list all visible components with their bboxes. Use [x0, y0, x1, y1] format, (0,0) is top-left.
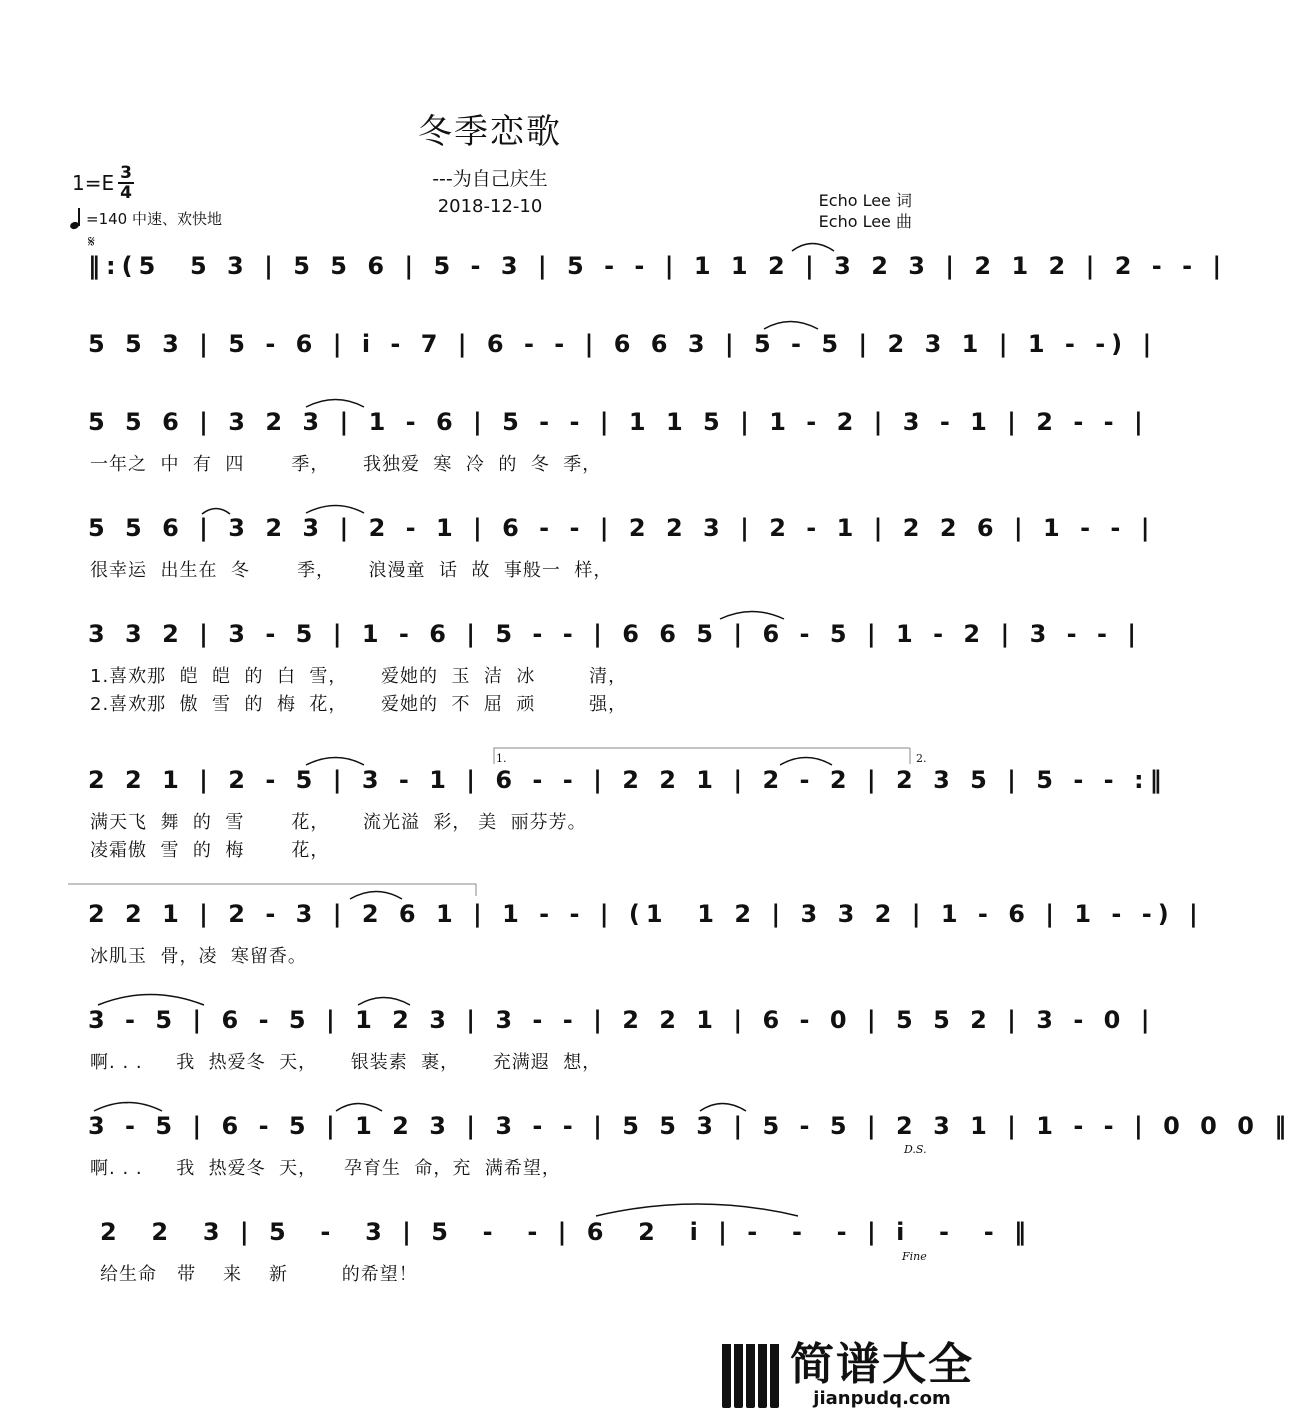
slur-icon — [780, 758, 832, 766]
slur-icon — [720, 612, 784, 620]
site-logo — [722, 1339, 974, 1409]
slur-icon — [350, 892, 402, 900]
dal-segno-mark: D.S. — [904, 1143, 927, 1156]
lyric-row-7: 冰肌玉 骨，凌 寒留香。 — [90, 946, 307, 967]
lyric-row-3: 一年之 中 有 四 季， 我独爱 寒 冷 的 冬 季， — [90, 454, 602, 475]
score-row-5: 3 3 2 | 3 - 5 | 1 - 6 | 5 - - | 6 6 5 | 6 - 5 | 1 - 2 | 3 - - | — [88, 620, 1143, 648]
slur-icon — [792, 244, 834, 252]
score-row-8: 3 - 5 | 6 - 5 | 1 2 3 | 3 - - | 2 2 1 | 6 - 0 | 5 5 2 | 3 - 0 | — [88, 1006, 1156, 1034]
piano-keys-icon — [722, 1344, 782, 1408]
score-row-7: 2 2 1 | 2 - 3 | 2 6 1 | 1 - - | (1 1 2 | 3 3 2 | 1 - 6 | 1 - -) | — [88, 900, 1204, 928]
slur-icon — [358, 998, 410, 1006]
lyric-row-8: 啊. . . 我 热爱冬 天， 银装素 裹， 充满遐 想， — [90, 1052, 602, 1073]
lyric-row-9: 啊. . . 我 热爱冬 天， 孕育生 命，充 满希望， — [90, 1158, 561, 1179]
score-row-10: 2 2 3 | 5 - 3 | 5 - - | 6 2 i | - - - | i - - ‖ — [100, 1218, 1033, 1246]
tempo-text: =140 中速、欢快地 — [86, 209, 222, 228]
slur-icon — [202, 509, 230, 515]
key-text: 1=E — [72, 171, 115, 195]
slur-icon — [336, 1104, 382, 1112]
lyric-row-6-verse-1: 满天飞 舞 的 雪 花， 流光溢 彩， 美 丽芬芳。 — [90, 812, 587, 833]
score-row-3: 5 5 6 | 3 2 3 | 1 - 6 | 5 - - | 1 1 5 | 1 - 2 | 3 - 1 | 2 - - | — [88, 408, 1149, 436]
time-numerator: 3 — [120, 163, 132, 183]
time-denominator: 4 — [120, 183, 132, 203]
composer-credit: Echo Lee 曲 — [818, 212, 912, 231]
segno-icon: 𝄋 — [88, 232, 95, 251]
slur-icon — [596, 1204, 798, 1216]
slur-icon — [700, 1104, 746, 1112]
slur-icon — [306, 400, 364, 408]
lyric-row-5-verse-2: 2.喜欢那 傲 雪 的 梅 花， 爱她的 不 屈 顽 强， — [90, 694, 628, 715]
song-title: 冬季恋歌 — [418, 112, 562, 152]
lyricist-credit: Echo Lee 词 — [818, 191, 912, 210]
slur-icon — [94, 1103, 162, 1112]
slur-icon — [306, 506, 364, 514]
lyric-row-5-verse-1: 1.喜欢那 皑 皑 的 白 雪， 爱她的 玉 洁 冰 清， — [90, 666, 628, 687]
logo-name: 简谱大全 — [790, 1339, 974, 1390]
volta-2-bracket — [68, 884, 476, 896]
lyric-row-10: 给生命 带 来 新 的希望！ — [100, 1264, 418, 1285]
slur-icon — [98, 995, 204, 1006]
slur-icon — [306, 758, 364, 766]
score-row-6: 2 2 1 | 2 - 5 | 3 - 1 | 6 - - | 2 2 1 | 2 - 2 | 2 3 5 | 5 - - :‖ — [88, 766, 1168, 794]
score-row-2: 5 5 3 | 5 - 6 | i - 7 | 6 - - | 6 6 3 | 5 - 5 | 2 3 1 | 1 - -) | — [88, 330, 1158, 358]
volta-1-label: 1. — [496, 752, 507, 765]
score-row-1: ‖:(5 5 3 | 5 5 6 | 5 - 3 | 5 - - | 1 1 2 | 3 2 3 | 2 1 2 | 2 - - | — [88, 252, 1228, 280]
lyric-row-4: 很幸运 出生在 冬 季， 浪漫童 话 故 事般一 样， — [90, 560, 613, 581]
fine-mark: Fine — [902, 1250, 927, 1263]
lyric-row-6-verse-2: 凌霜傲 雪 的 梅 花， — [90, 840, 330, 861]
score-row-9: 3 - 5 | 6 - 5 | 1 2 3 | 3 - - | 5 5 3 | 5 - 5 | 2 3 1 | 1 - - | 0 0 0 ‖ — [88, 1112, 1292, 1140]
song-date: 2018-12-10 — [437, 196, 543, 217]
slur-icon — [764, 322, 818, 330]
volta-1-bracket — [494, 748, 910, 764]
score-row-4: 5 5 6 | 3 2 3 | 2 - 1 | 6 - - | 2 2 3 | 2 - 1 | 2 2 6 | 1 - - | — [88, 514, 1156, 542]
logo-url: jianpudq.com — [813, 1388, 951, 1409]
song-subtitle: ---为自己庆生 — [432, 168, 548, 190]
volta-2-label: 2. — [916, 752, 927, 765]
